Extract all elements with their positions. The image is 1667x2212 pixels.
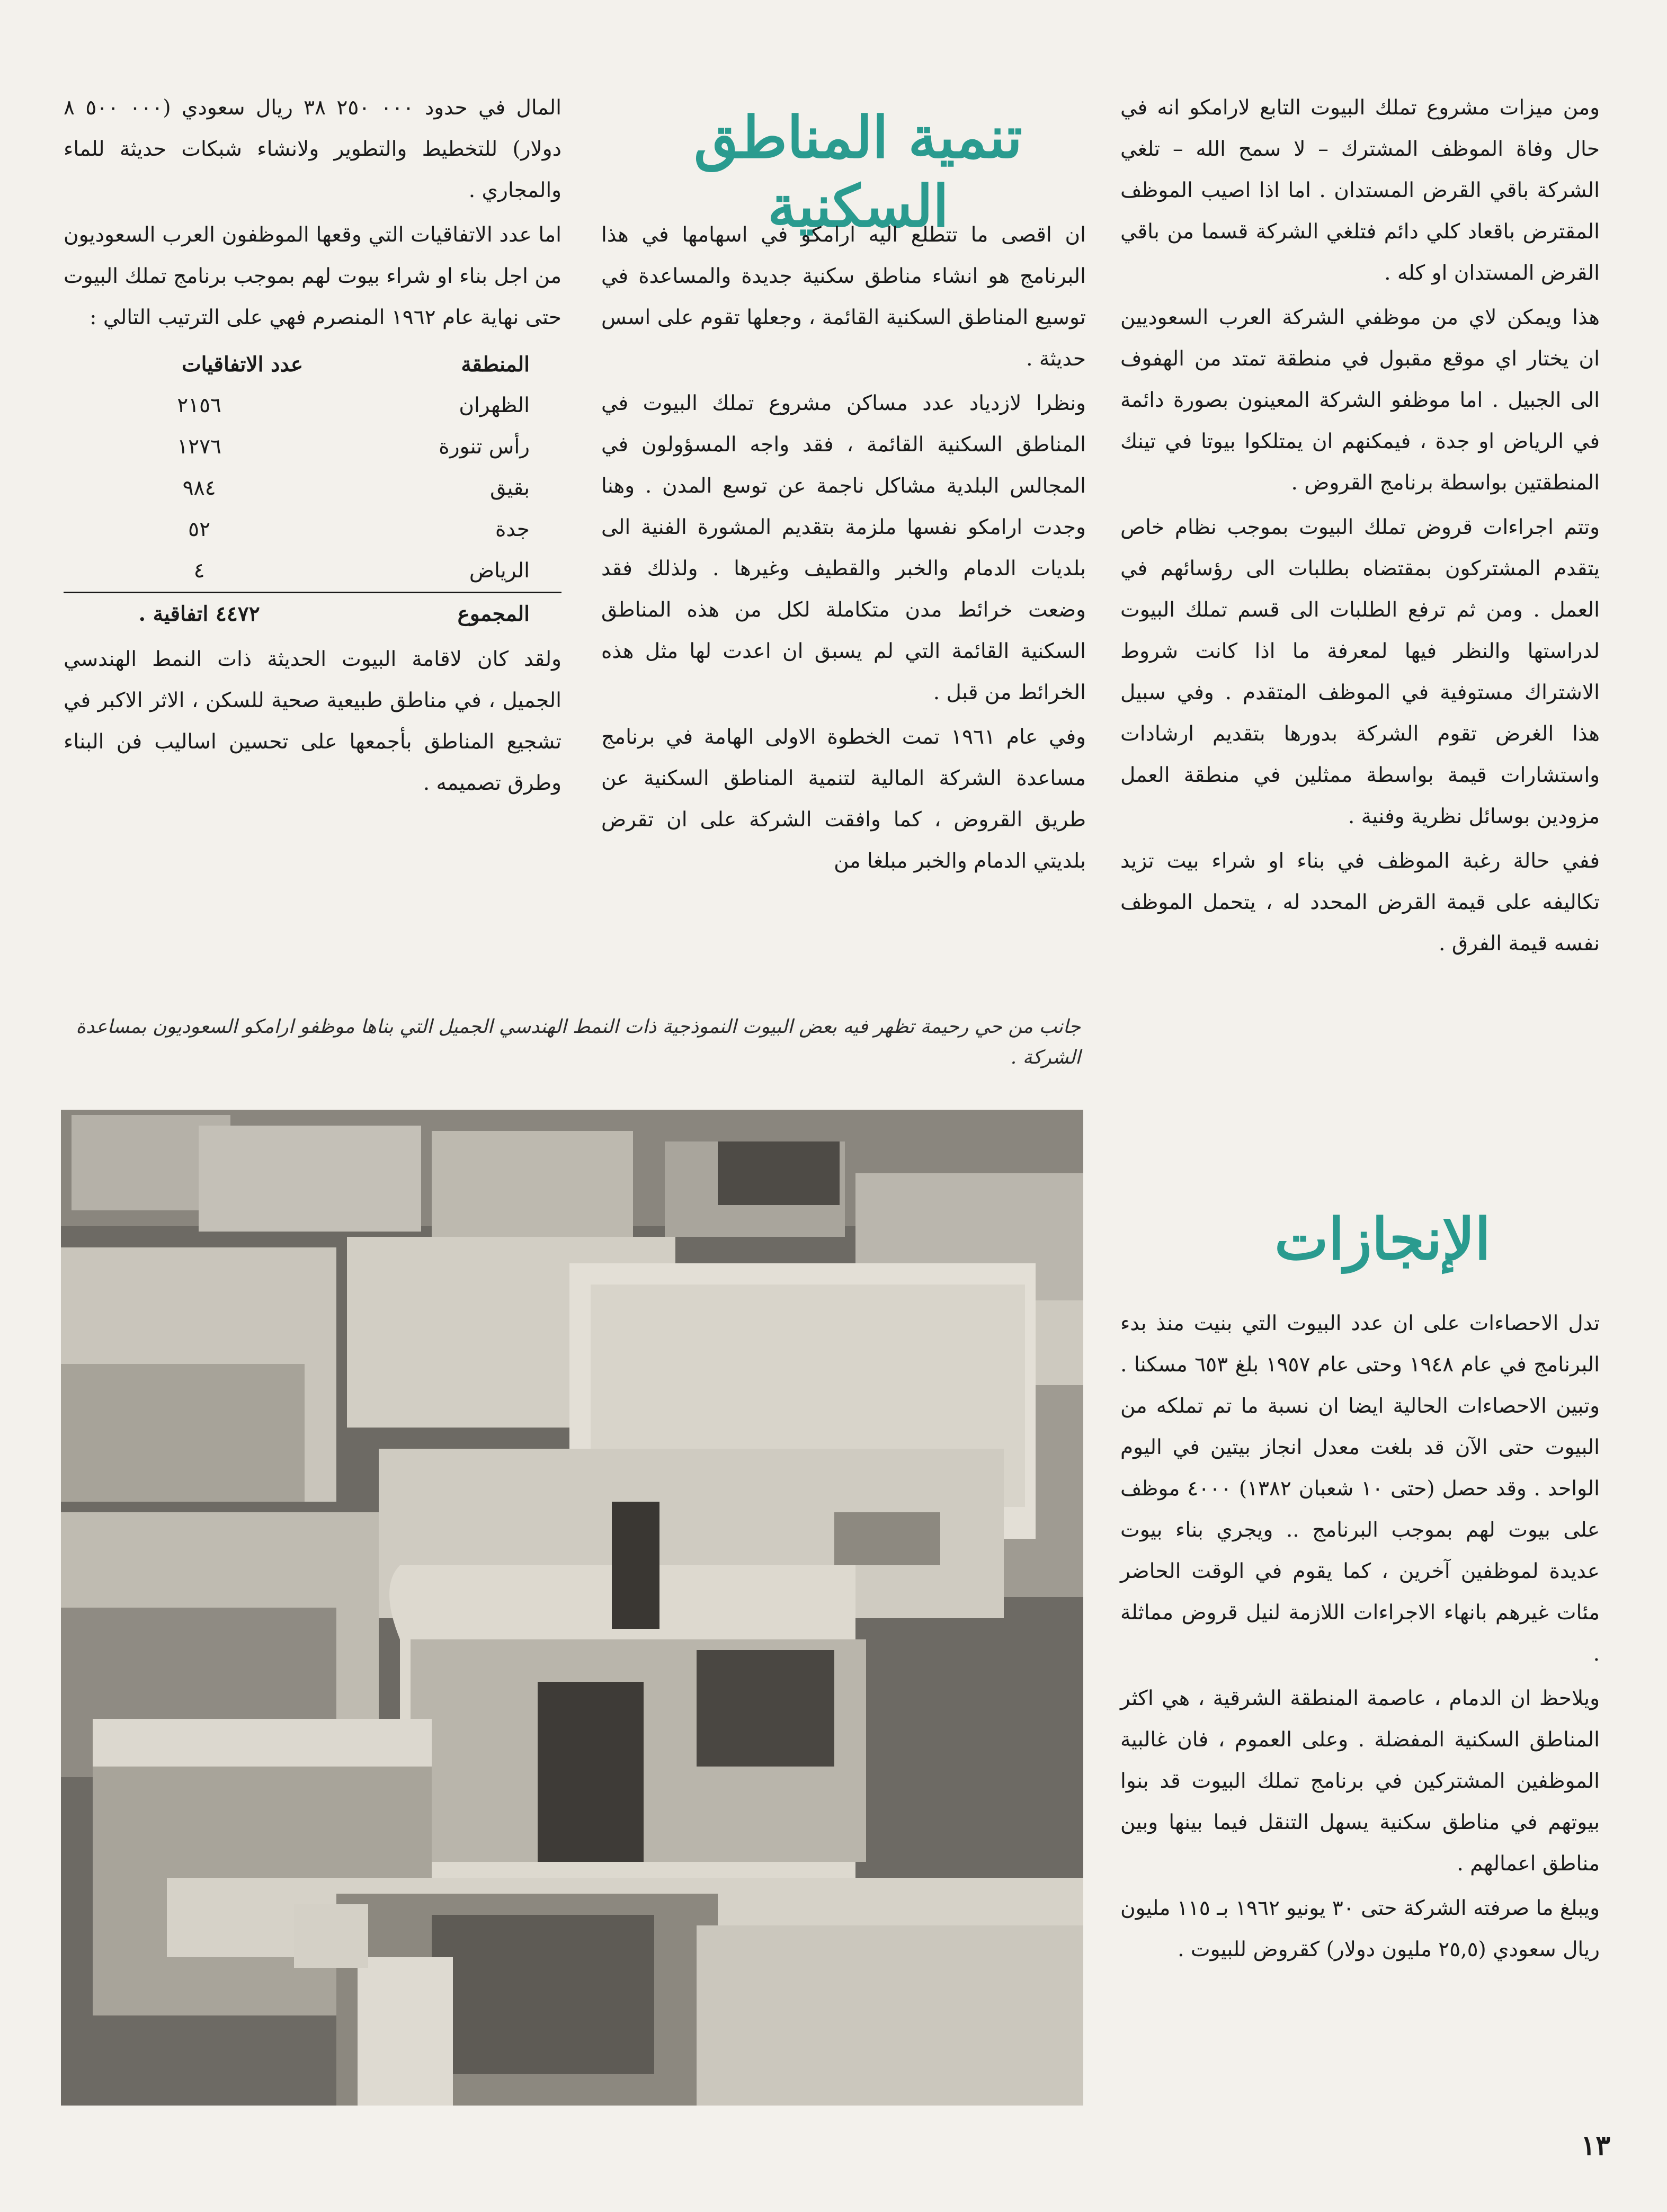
table-row — [64, 385, 561, 426]
housing-photo-illustration — [61, 1110, 1083, 2106]
paragraph: هذا ويمكن لاي من موظفي الشركة العرب السعوديين ان يختار اي موقع مقبول في منطقة تمتد من الهفوف الى الجبيل . اما موظفو الشركة المعينون بصورة دائمة في الرياض او جدة ، فيمكنهم ان يمتلكوا بيوتا في تينك المنطقتين بواسطة برنامج القروض . — [1120, 306, 1600, 495]
total-label: المجموع — [457, 602, 530, 626]
region-cell: الظهران — [459, 394, 530, 417]
housing-photo — [61, 1110, 1083, 2106]
table-total-row — [64, 593, 561, 635]
paragraph: تدل الاحصاءات على ان عدد البيوت التي بنيت منذ بدء البرنامج في عام ١٩٤٨ وحتى عام ١٩٥٧ بلغ ٦٥٣ مسكنا . وتبين الاحصاءات الحالية ايضا ان نسبة ما تم تملكه من البيوت حتى الآن قد بلغت معدل انجاز بيتين في اليوم الواحد . وقد حصل (حتى ١٠ شعبان ١٣٨٢) ٤٠٠٠ موظف على بيوت لهم بموجب البرنامج .. ويجري بناء بيوت عديدة لموظفين آخرين ، كما يقوم في الوقت الحاضر مئات غيرهم بانهاء الاجراءات اللازمة لنيل قروض مماثلة . — [1120, 1312, 1600, 1666]
region-cell: رأس تنورة — [439, 435, 530, 459]
header-count: عدد الاتفاقيات — [181, 352, 304, 377]
table-header-row — [64, 344, 561, 385]
paragraph: المال في حدود ٠٠٠ ٢٥٠ ٣٨ ريال سعودي (٠٠٠ ٥٠٠ ٨ دولار) للتخطيط والتطوير ولانشاء شبكات حديثة للماء والمجاري . — [64, 96, 561, 202]
paragraph: ففي حالة رغبة الموظف في بناء او شراء بيت تزيد تكاليفه على قيمة القرض المحدد له ، يتحمل الموظف نفسه قيمة الفرق . — [1120, 849, 1600, 956]
paragraph: ولقد كان لاقامة البيوت الحديثة ذات النمط الهندسي الجميل ، في مناطق طبيعية صحية للسكن ، الاثر الاكبر في تشجيع المناطق بأجمعها على تحسين اساليب فن البناء وطرق تصميمه . — [64, 647, 561, 795]
count-cell: ٥٢ — [188, 518, 211, 541]
count-cell: ٩٨٤ — [182, 476, 216, 500]
count-cell: ٤ — [64, 550, 335, 593]
paragraph: وفي عام ١٩٦١ تمت الخطوة الاولى الهامة في برنامج مساعدة الشركة المالية لتنمية المناطق السكنية عن طريق القروض ، كما وافقت الشركة على ان تقرض بلديتي الدمام والخبر مبلغا من — [601, 725, 1086, 873]
paragraph: اما عدد الاتفاقيات التي وقعها الموظفون العرب السعوديون من اجل بناء او شراء بيوت لهم بموجب برنامج تملك البيوت حتى نهاية عام ١٩٦٢ المنصرم فهي على الترتيب التالي : — [64, 223, 561, 329]
region-cell: الرياض — [335, 550, 561, 593]
count-cell: ٢١٥٦ — [177, 394, 221, 417]
paragraph: ونظرا لازدياد عدد مساكن مشروع تملك البيوت في المناطق السكنية القائمة ، فقد واجه المسؤولون في المجالس البلدية مشاكل ناجمة عن توسع المدن . وهنا وجدت ارامكو نفسها ملزمة بتقديم المشورة الفنية الى بلديات الدمام والخبر والقطيف وغيرها . ولذلك فقد وضعت خرائط مدن متكاملة لكل من هذه المناطق السكنية القائمة التي لم يسبق ان اعدت لها مثل هذه الخرائط من قبل . — [601, 391, 1086, 704]
region-cell: جدة — [495, 518, 530, 541]
paragraph: ومن ميزات مشروع تملك البيوت التابع لارامكو انه في حال وفاة الموظف المشترك – لا سمح الله – تلغي الشركة باقي القرض المستدان . اما اذا اصيب الموظف المقترض باقعاد كلي دائم فتلغي الشركة قسما من باقي القرض المستدان او كله . — [1120, 96, 1600, 285]
total-count: ٤٤٧٢ اتفاقية . — [138, 602, 260, 626]
page-number: ١٣ — [1581, 2129, 1610, 2162]
paragraph: وتتم اجراءات قروض تملك البيوت بموجب نظام خاص يتقدم المشتركون بمقتضاه بطلبات الى رؤسائهم في العمل . ومن ثم ترفع الطلبات الى قسم تملك البيوت لدراستها والنظر فيها لمعرفة ما اذا كانت شروط الاشتراك مستوفية في الموظف المتقدم . وفي سبيل هذا الغرض تقوم الشركة بدورها بتقديم ارشادات واستشارات قيمة بواسطة ممثلين في منطقة العمل مزودين بوسائل نظرية وفنية . — [1120, 515, 1600, 828]
paragraph: ان اقصى ما تتطلع اليه ارامكو في اسهامها في هذا البرنامج هو انشاء مناطق سكنية جديدة والمساعدة في توسيع المناطق السكنية القائمة ، وجعلها تقوم على اسس حديثة . — [601, 223, 1086, 371]
table-row — [64, 550, 561, 593]
photo-caption: جانب من حي رحيمة تظهر فيه بعض البيوت النموذجية ذات النمط الهندسي الجميل التي بناها موظفو ارامكو السعوديون بمساعدة الشركة . — [76, 1016, 1081, 1068]
count-cell: ١٢٧٦ — [177, 435, 221, 459]
achievements-column — [1120, 1303, 1600, 1974]
table-row — [64, 426, 561, 468]
right-column — [1120, 87, 1600, 968]
region-cell: بقيق — [490, 476, 530, 500]
heading-housing-development: تنمية المناطق السكنية — [693, 104, 1023, 240]
table-row — [64, 509, 561, 550]
header-region: المنطقة — [461, 352, 530, 377]
paragraph: ويبلغ ما صرفته الشركة حتى ٣٠ يونيو ١٩٦٢ بـ ١١٥ مليون ريال سعودي (٢٥,٥ مليون دولار) كقروض للبيوت . — [1120, 1896, 1600, 1961]
heading-achievements: الإنجازات — [1274, 1206, 1491, 1273]
left-column — [64, 87, 561, 807]
paragraph: ويلاحظ ان الدمام ، عاصمة المنطقة الشرقية ، هي اكثر المناطق السكنية المفضلة . وعلى العموم ، فان غالبية الموظفين المشتركين في برنامج تملك البيوت قد بنوا بيوتهم في مناطق سكنية يسهل التنقل فيما بينها وبين مناطق اعمالهم . — [1120, 1687, 1600, 1876]
table-row — [64, 468, 561, 509]
agreements-table — [64, 344, 561, 635]
middle-column — [601, 215, 1086, 885]
